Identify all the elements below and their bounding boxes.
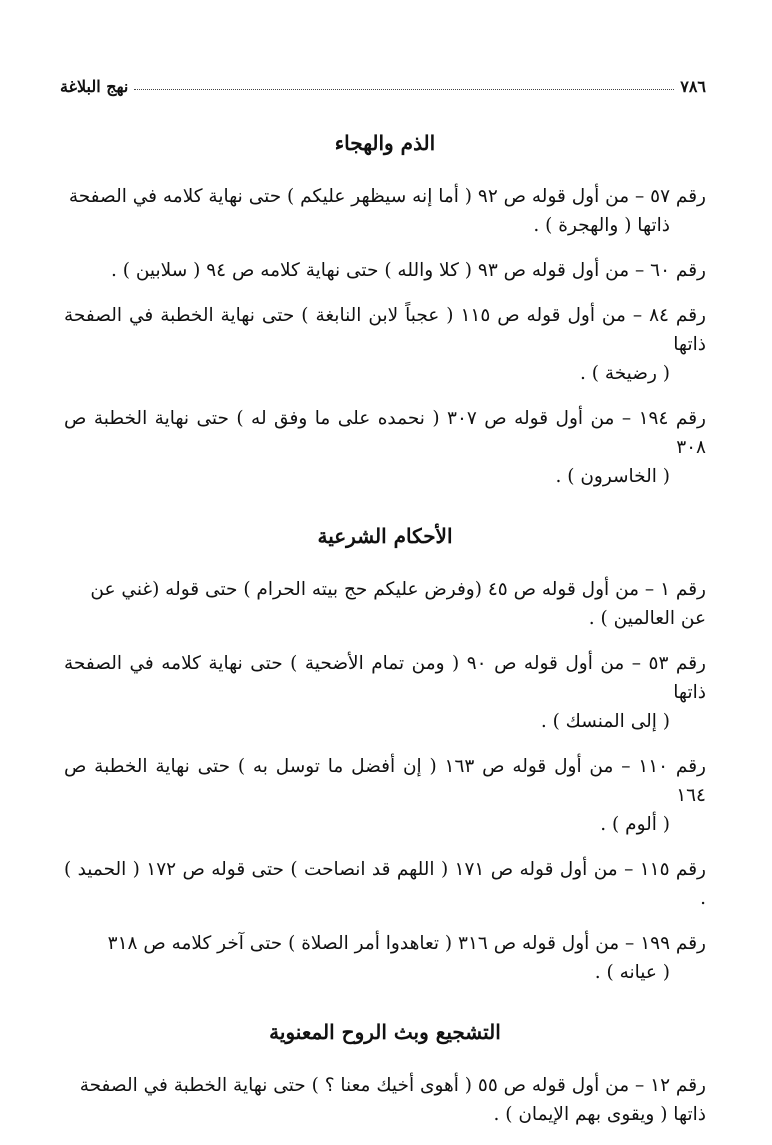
book-title: نهج البلاغة xyxy=(60,77,129,96)
list-item xyxy=(64,1071,706,1129)
list-item xyxy=(64,404,706,491)
section-legal-rulings xyxy=(64,521,706,987)
entry-first-line: رقم ١٢ – من أول قوله ص ٥٥ ( أهوى أخيك معنا ؟ ) حتى نهاية الخطبة في الصفحة xyxy=(79,1075,706,1096)
entry-continuation: ( الخاسرون ) . xyxy=(555,466,670,487)
entry-list xyxy=(64,575,706,987)
header-dotted-leader xyxy=(134,89,674,90)
entry-first-line: رقم ١١٠ – من أول قوله ص ١٦٣ ( إن أفضل ما توسل به ) حتى نهاية الخطبة ص ١٦٤ xyxy=(64,756,706,806)
entry-continuation: ( رضيخة ) . xyxy=(579,363,670,384)
entry-list xyxy=(64,182,706,491)
page-content xyxy=(64,128,706,1145)
entry-continuation: ( إلى المنسك ) . xyxy=(540,711,670,732)
list-item xyxy=(64,649,706,736)
entry-first-line: رقم ٥٣ – من أول قوله ص ٩٠ ( ومن تمام الأضحية ) حتى نهاية كلامه في الصفحة ذاتها xyxy=(64,653,706,703)
entry-first-line: رقم ٦٠ – من أول قوله ص ٩٣ ( كلا والله ) حتى نهاية كلامه ص ٩٤ ( سلابين ) . xyxy=(110,260,706,281)
list-item xyxy=(64,256,706,285)
section-heading: الأحكام الشرعية xyxy=(317,524,453,548)
list-item xyxy=(64,752,706,839)
entry-continuation: ( عيانه ) . xyxy=(594,962,670,983)
entry-first-line: رقم ٨٤ – من أول قوله ص ١١٥ ( عجباً لابن النابغة ) حتى نهاية الخطبة في الصفحة ذاتها xyxy=(64,305,706,355)
page-number: ٧٨٦ xyxy=(680,77,706,96)
section-heading: الذم والهجاء xyxy=(334,131,436,155)
section-encouragement xyxy=(64,1017,706,1129)
entry-continuation: عن العالمين ) . xyxy=(588,608,706,629)
entry-list xyxy=(64,1071,706,1129)
entry-continuation: ذاتها ( والهجرة ) . xyxy=(533,215,670,236)
entry-first-line: رقم ١٩٩ – من أول قوله ص ٣١٦ ( تعاهدوا أمر الصلاة ) حتى آخر كلامه ص ٣١٨ xyxy=(107,933,706,954)
list-item xyxy=(64,575,706,633)
list-item xyxy=(64,301,706,388)
list-item xyxy=(64,929,706,987)
running-header xyxy=(60,70,706,96)
section-blame xyxy=(64,128,706,491)
entry-continuation: ذاتها ( ويقوى بهم الإيمان ) . xyxy=(493,1104,706,1125)
entry-first-line: رقم ١ – من أول قوله ص ٤٥ (وفرض عليكم حج بيته الحرام ) حتى قوله (غني عن xyxy=(90,579,706,600)
section-heading: التشجيع وبث الروح المعنوية xyxy=(269,1020,501,1044)
entry-continuation: ( ألوم ) . xyxy=(600,814,670,835)
entry-first-line: رقم ٥٧ – من أول قوله ص ٩٢ ( أما إنه سيظهر عليكم ) حتى نهاية كلامه في الصفحة xyxy=(68,186,706,207)
entry-first-line: رقم ١١٥ – من أول قوله ص ١٧١ ( اللهم قد انصاحت ) حتى قوله ص ١٧٢ ( الحميد ) . xyxy=(64,859,706,909)
entry-first-line: رقم ١٩٤ – من أول قوله ص ٣٠٧ ( نحمده على ما وفق له ) حتى نهاية الخطبة ص ٣٠٨ xyxy=(64,408,706,458)
list-item xyxy=(64,182,706,240)
list-item xyxy=(64,855,706,913)
